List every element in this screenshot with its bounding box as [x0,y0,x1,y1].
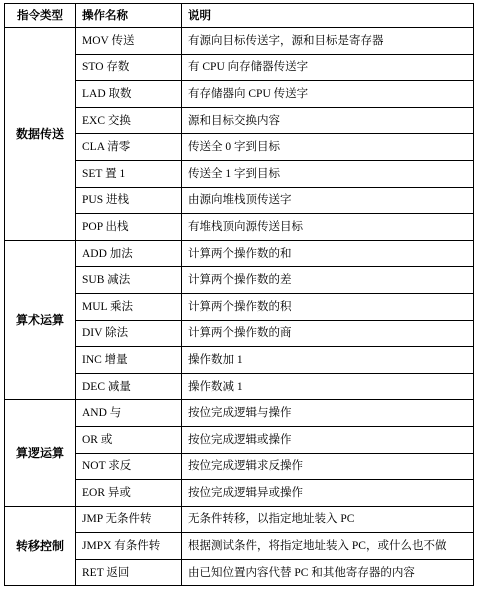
description-cell: 根据测试条件，将指定地址装入 PC，或什么也不做 [182,533,474,560]
table-row [5,373,474,400]
operation-cell: EOR 异或 [76,480,182,507]
table-row [5,347,474,374]
category-cell: 转移控制 [5,506,76,586]
table-row [5,533,474,560]
description-cell: 操作数减 1 [182,373,474,400]
table-row [5,559,474,586]
category-cell: 数据传送 [5,28,76,241]
table-row [5,107,474,134]
description-cell: 按位完成逻辑或操作 [182,426,474,453]
description-cell: 源和目标交换内容 [182,107,474,134]
header-category: 指令类型 [5,4,76,28]
operation-cell: ADD 加法 [76,240,182,267]
table-row [5,453,474,480]
table-row [5,400,474,427]
table-row [5,28,474,55]
description-cell: 计算两个操作数的差 [182,267,474,294]
operation-cell: DEC 减量 [76,373,182,400]
table-row [5,187,474,214]
description-cell: 有源向目标传送字，源和目标是寄存器 [182,28,474,55]
description-cell: 操作数加 1 [182,347,474,374]
operation-cell: SET 置 1 [76,160,182,187]
operation-cell: RET 返回 [76,559,182,586]
header-row [5,4,474,28]
table-row [5,293,474,320]
description-cell: 计算两个操作数的商 [182,320,474,347]
operation-cell: SUB 减法 [76,267,182,294]
operation-cell: JMPX 有条件转 [76,533,182,560]
table-row [5,240,474,267]
operation-cell: LAD 取数 [76,81,182,108]
table-row [5,81,474,108]
table-row [5,320,474,347]
description-cell: 计算两个操作数的积 [182,293,474,320]
description-cell: 无条件转移，以指定地址装入 PC [182,506,474,533]
operation-cell: MOV 传送 [76,28,182,55]
operation-cell: EXC 交换 [76,107,182,134]
operation-cell: JMP 无条件转 [76,506,182,533]
description-cell: 有 CPU 向存储器传送字 [182,54,474,81]
operation-cell: AND 与 [76,400,182,427]
operation-cell: NOT 求反 [76,453,182,480]
operation-cell: STO 存数 [76,54,182,81]
operation-cell: PUS 进栈 [76,187,182,214]
header-operation: 操作名称 [76,4,182,28]
table-row [5,426,474,453]
table-row [5,480,474,507]
table-row [5,267,474,294]
operation-cell: MUL 乘法 [76,293,182,320]
description-cell: 按位完成逻辑与操作 [182,400,474,427]
operation-cell: OR 或 [76,426,182,453]
table-row [5,54,474,81]
operation-cell: INC 增量 [76,347,182,374]
description-cell: 计算两个操作数的和 [182,240,474,267]
description-cell: 由已知位置内容代替 PC 和其他寄存器的内容 [182,559,474,586]
table-row [5,160,474,187]
table-row [5,506,474,533]
table-row [5,134,474,161]
operation-cell: CLA 清零 [76,134,182,161]
description-cell: 按位完成逻辑求反操作 [182,453,474,480]
description-cell: 有堆栈顶向源传送目标 [182,214,474,241]
description-cell: 有存储器向 CPU 传送字 [182,81,474,108]
instruction-table-container [4,3,474,586]
description-cell: 传送全 0 字到目标 [182,134,474,161]
instruction-table [4,3,474,586]
operation-cell: POP 出栈 [76,214,182,241]
header-description: 说明 [182,4,474,28]
description-cell: 按位完成逻辑异或操作 [182,480,474,507]
table-body [5,28,474,586]
description-cell: 由源向堆栈顶传送字 [182,187,474,214]
category-cell: 算逻运算 [5,400,76,506]
operation-cell: DIV 除法 [76,320,182,347]
table-row [5,214,474,241]
description-cell: 传送全 1 字到目标 [182,160,474,187]
category-cell: 算术运算 [5,240,76,400]
